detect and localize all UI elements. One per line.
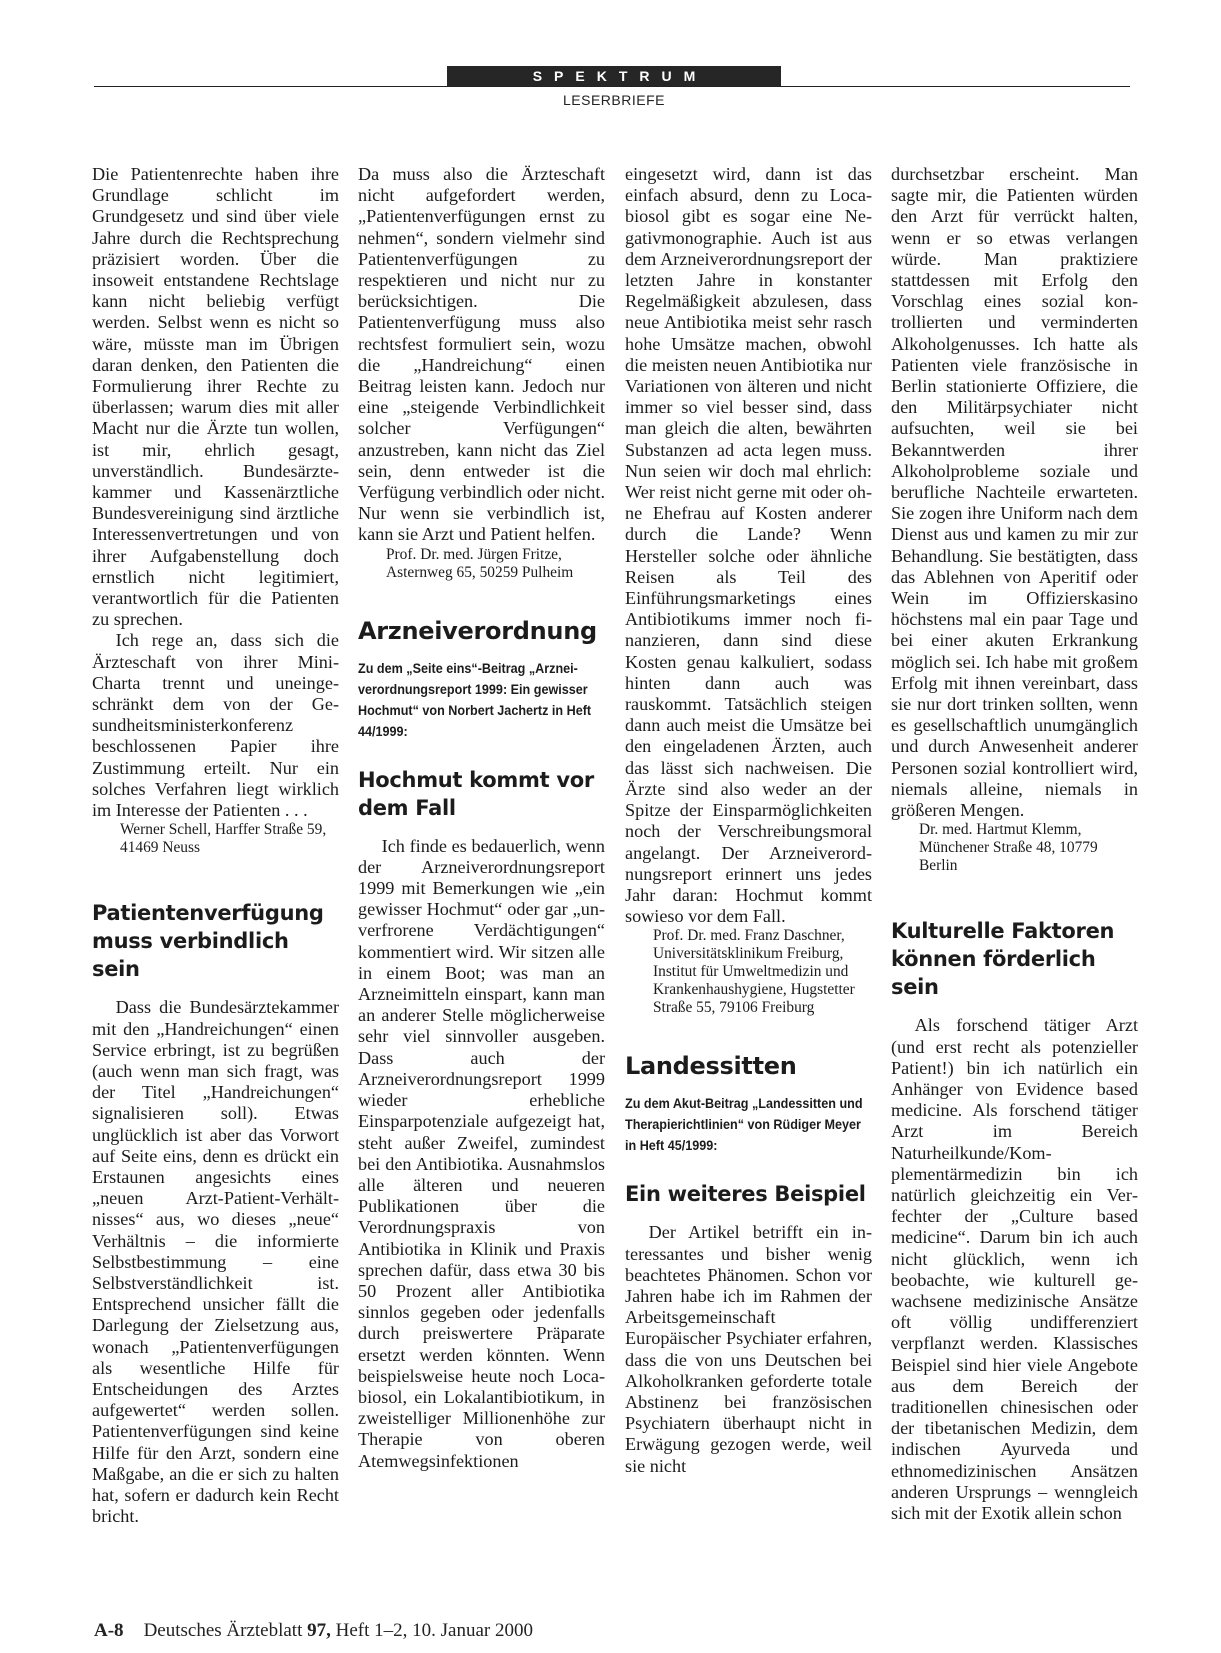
column-3 [625, 164, 872, 1477]
letter-paragraph: Dass die Bundesärztekammer mit den „Handreichungen“ einen Service erbringt, ist zu begrüßen (auch wenn man sich fragt, was der Titel „Handreichungen“ signalisieren soll). Etwas unglücklich ist aber das Vorwort auf Seite eins, denn es drückt ein Erstaunen angesichts eines „neuen Arzt-Patient-Verhältnisses“ aus, wo dieses „neue“ Verhältnis – die informierte Selbstbestimmung – eine Selbstverständlichkeit ist. Entsprechend unsicher fällt die Darlegung der Zielsetzung aus, wonach „Patientenverfügungen als wesentliche Hilfe für Entscheidungen des Arztes aufgewertet“ werden sollen. Patientenverfügungen sind keine Hilfe für den Arzt, sondern eine Maßgabe, an die er sich zu halten hat, sofern er dadurch kein Recht bricht. [92, 997, 339, 1527]
author-signature: Werner Schell, Harffer Straße 59, 41469 Neuss [120, 821, 327, 857]
header-rule [94, 86, 1130, 87]
journal-name: Deutsches Ärzteblatt [143, 1620, 308, 1641]
letter-paragraph: Da muss also die Ärzteschaft nicht aufgefordert werden, „Patientenverfügungen ernst zu nehmen“, sondern vielmehr sind Patientenverfügungen zu respektieren und nicht nur zu berücksichtigen. Die Patientenverfügung muss also rechtsfest formuliert sein, wozu die „Handreichung“ einen Beitrag leisten kann. Jedoch nur eine „steigende Verbindlichkeit solcher Verfügungen“ anzustreben, kann nicht das Ziel sein, denn entweder ist die Verfügung verbindlich oder nicht. Nur wenn sie verbindlich ist, kann sie Arzt und Patient helfen. [358, 164, 605, 545]
reference-line: Zu dem „Seite eins“-Beitrag „Arzneiverordnungsreport 1999: Ein gewisser Hochmut“ von Norbert Jachertz in Heft 44/1999: [358, 659, 592, 739]
page-footer [94, 1620, 533, 1642]
article-heading: Hochmut kommt vor dem Fall [358, 767, 594, 820]
section-band [447, 66, 781, 87]
column-1 [92, 164, 339, 1527]
topic-heading: Arzneiverordnung [358, 616, 597, 645]
reference-line: Zu dem Akut-Beitrag „Landessitten und Therapierichtlinien“ von Rüdiger Meyer in Heft 45/1999: [625, 1095, 863, 1154]
volume-number: 97, [307, 1620, 331, 1641]
topic-heading: Landessitten [625, 1052, 797, 1081]
article-heading: Patientenverfügung muss verbindlich sein [92, 901, 324, 982]
letter-paragraph: eingesetzt wird, dann ist das einfach absurd, denn zu Locabiosol gibt es sogar eine Negativmonographie. Auch ist aus dem Arzneiverordnungsreport der letzten Jahre in konstanter Regelmäßigkeit abzulesen, dass neue Antibiotika meist sehr rasch hohe Umsätze machen, obwohl die meisten neuen Antibiotika nur Variationen von älteren und nicht immer so viel besser sind, dass man gleich die alten, bewährten Substanzen ad acta legen muss. Nun seien wir doch mal ehrlich: Wer reist nicht gerne mit oder ohne Ehefrau auf Kosten anderer durch die Lande? Wenn Hersteller solche oder ähnliche Reisen als Teil des Einführungsmarketings eines Antibiotikums immer noch finanzieren, dann sind diese Kosten genau kalkuliert, sodass hinten dann auch was rauskommt. Tatsächlich steigen dann auch meist die Umsätze bei den eingeladenen Ärzten, auch das lässt sich nachweisen. Die Ärzte sind also weder an der Spitze der Einsparmöglichkeiten noch der Verschreibungsmoral angelangt. Der Arzneiverordnungsreport erinnert uns jedes Jahr daran: Hochmut kommt sowieso vor dem Fall. [625, 164, 872, 927]
letter-paragraph: Ich finde es bedauerlich, wenn der Arzneiverordnungsreport 1999 mit Bemerkungen wie „ein gewisser Hochmut“ oder gar „unverfrorene Verdächtigungen“ kommentiert wird. Wir sitzen alle in einem Boot; was man an Arzneimitteln einspart, kann man an anderer Stelle möglicherweise sehr viel sinnvoller ausgeben. Dass auch der Arzneiverordnungsreport 1999 wieder erhebliche Einsparpotenziale aufgezeigt hat, steht außer Zweifel, zumindest bei den Antibiotika. Ausnahmslos alle älteren und neueren Publikationen über die Verordnungspraxis von Antibiotika in Klinik und Praxis sprechen dafür, dass etwa 30 bis 50 Prozent aller Antibiotika sinnlos gegeben oder jedenfalls durch preiswertere Präparate ersetzt werden könnten. Wenn beispielsweise heute noch Locabiosol, ein Lokalantibiotikum, in zweistelliger Millionenhöhe zur Therapie von oberen Atemwegsinfektionen [358, 835, 605, 1471]
letter-paragraph: Als forschend tätiger Arzt (und erst recht als potenzieller Patient!) bin ich natürlich ein Anhänger von Evidence based medicine. Als forschend tätiger Arzt im Bereich Naturheilkunde/Komplementärmedizin bin ich natürlich gleichzeitig ein Verfechter der „Culture based medicine“. Darum bin ich auch nicht glücklich, wenn ich beobachte, wie kulturell gewachsene medizinische Ansätze oft völlig undifferenziert verpflanzt werden. Klassisches Beispiel sind hier viele Angebote aus dem Bereich der traditionellen chinesischen oder der tibetanischen Medizin, dem indischen Ayurveda und ethnomedizinischen Ansätzen anderen Ursprungs – wenngleich sich mit der Exotik allein schon [891, 1015, 1138, 1523]
section-label: LESERBRIEFE [563, 92, 665, 108]
author-signature: Prof. Dr. med. Franz Daschner, Universitätsklinikum Freiburg, Institut für Umweltmedizin und Krankenhaushygiene, Hugstetter Straße 55, 79106 Freiburg [653, 927, 855, 1017]
author-signature: Prof. Dr. med. Jürgen Fritze, Asternweg 65, 50259 Pulheim [386, 545, 574, 581]
issue-info: Heft 1–2, 10. Januar 2000 [330, 1620, 533, 1641]
article-heading: Kulturelle Faktoren können förderlich sein [891, 919, 1115, 1000]
letter-paragraph: Die Patientenrechte haben ihre Grundlage schlicht im Grundgesetz und sind über viele Jahre durch die Rechtsprechung präzisiert worden. Über die insoweit entstandene Rechtslage kann nicht beliebig verfügt werden. Selbst wenn es nicht so wäre, müsste man im Übrigen daran denken, den Patienten die Formulierung ihrer Rechte zu überlassen; warum dies mit aller Macht nur die Ärzte tun wollen, ist mir, ehrlich gesagt, unverständlich. Bundesärztekammer und Kassenärztliche Bundesvereinigung sind ärztliche Interessenvertretungen und von ihrer Aufgabenstellung doch ernstlich nicht legitimiert, verantwortlich für die Patienten zu sprechen. [92, 164, 339, 630]
article-heading: Ein weiteres Beispiel [625, 1182, 866, 1207]
column-4 [891, 164, 1138, 1524]
letter-paragraph: durchsetzbar erscheint. Man sagte mir, die Patienten würden den Arzt für verrückt halten, wenn er so etwas verlangen würde. Man praktiziere stattdessen mit Erfolg den Vorschlag eines sozial kontrollierten und verminderten Alkoholgenusses. Ich hatte als Patienten viele französische in Berlin stationierte Offiziere, die den Militärpsychiater nicht aufsuchten, weil sie bei Bekanntwerden ihrer Alkoholprobleme soziale und berufliche Nachteile erwarteten. Sie zogen ihre Uniform nach dem Dienst aus und kamen zu mir zur Behandlung. Sie bestätigten, dass das Ablehnen von Aperitif oder Wein im Offizierskasino höchstens mal ein paar Tage und bei einer akuten Erkrankung möglich sei. Ich habe mit großem Erfolg mit ihnen vereinbart, dass sie nur dort trinken sollten, wenn es gesellschaftlich unumgänglich und durch Anwesenheit anderer Personen sozial kontrolliert wird, niemals alleine, niemals in größeren Mengen. [891, 164, 1138, 821]
letter-paragraph: Der Artikel betrifft ein interessantes und bisher wenig beachtetes Phänomen. Schon vor Jahren habe ich im Rahmen der Arbeitsgemeinschaft Europäischer Psychiater erfahren, dass die von uns Deutschen bei Alkoholkranken geforderte totale Abstinenz bei französischen Psychiatern überhaupt nicht in Erwägung gezogen werde, weil sie nicht [625, 1222, 872, 1476]
column-2 [358, 164, 605, 1472]
author-signature: Dr. med. Hartmut Klemm, Münchener Straße 48, 10779 Berlin [919, 821, 1098, 875]
letter-paragraph: Ich rege an, dass sich die Ärzteschaft von ihrer Mini-Charta trennt und uneingeschränkt dem von der Gesundheitsministerkonferenz beschlossenen Papier ihre Zustimmung erteilt. Nur ein solches Verfahren liegt wirklich im Interesse der Patienten . . . [92, 630, 339, 821]
page-number: A-8 [94, 1620, 124, 1641]
section-band-text: SPEKTRUM [532, 68, 708, 84]
